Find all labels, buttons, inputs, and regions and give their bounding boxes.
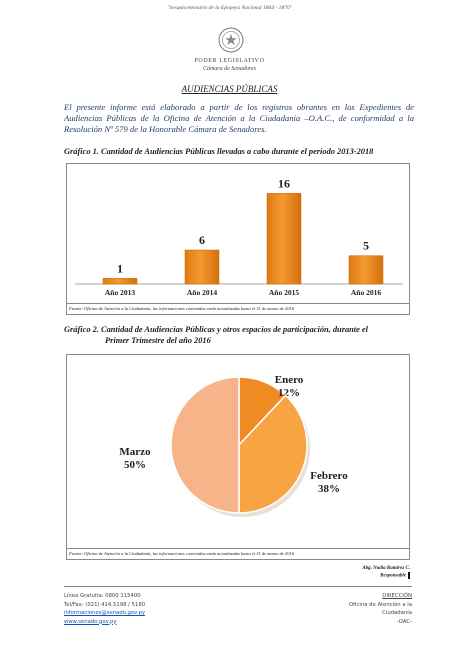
pie-chart-frame (66, 354, 410, 560)
signature-role: Responsable (380, 573, 406, 579)
footer-office-line2: Oficina de Atención a la (348, 601, 412, 608)
bar-category-label-4: Año 2016 (350, 288, 382, 297)
pie-label-enero: Enero (274, 374, 304, 386)
bar-chart (67, 164, 409, 304)
org-line-1: PODER LEGISLATIVO (194, 58, 265, 64)
pie-percent-enero: 12% (278, 387, 300, 399)
republic-seal-icon (218, 27, 244, 53)
chart1-title: Gráfico 1. Cantidad de Audiencias Públicas llevadas a cabo durante el periodo 2013-2018 (64, 147, 374, 156)
intro-paragraph: El presente informe está elaborado a partir de los registros obrantes en los Expedientes de Audiencias Públicas de la Oficina de Atención a la Ciudadanía –O.A.C., de conformidad a la Resolución Nº 579 de la Honorable Cámara de Senadores. (64, 102, 414, 134)
chart1-source: Fuente: Oficina de Atención a la Ciudadanía, las informaciones contenidas están actualizadas hasta el 31 de marzo de 2016 (66, 303, 410, 315)
footer-office-line1: DIRECCIÓN (382, 593, 412, 599)
chart2-title-line1: Gráfico 2. Cantidad de Audiencias Públicas y otros espacios de participación, durante el (64, 325, 368, 334)
org-line-2: Cámara de Senadores (202, 66, 257, 72)
header-motto: "Sesquicentenario de la Epopeya Nacional 1864 - 1870" (167, 5, 292, 11)
bar-value-label-3: 16 (278, 176, 290, 191)
chart2-source: Fuente: Oficina de Atención a la Ciudadanía, las informaciones contenidas están actualizadas hasta el 31 de marzo de 2016 (66, 548, 410, 560)
signature-block (300, 565, 410, 580)
pie-chart (67, 355, 409, 549)
pie-label-marzo: Marzo (119, 446, 151, 458)
footer-phone: Tel/Fax: (021) 414.5198 / 5180 (64, 601, 146, 608)
footer-office (330, 592, 412, 626)
bar-chart-frame (66, 163, 410, 315)
footer-toll-free: Línea Gratuita: 0800 115400 (64, 593, 141, 599)
bar-2 (185, 250, 219, 284)
bar-3 (267, 193, 301, 284)
footer-office-line3: Ciudadanía (382, 610, 412, 616)
pie-slice-marzo (171, 377, 239, 513)
pie-label-febrero: Febrero (310, 470, 348, 482)
document-title: AUDIENCIAS PÚBLICAS (181, 84, 278, 94)
bar-1 (103, 278, 137, 284)
chart2-title (64, 324, 424, 346)
signature-name: Abg. Nadia Ramírez C. (362, 566, 410, 571)
footer-contact (64, 592, 145, 626)
bar-category-label-1: Año 2013 (104, 288, 136, 297)
footer-web-link[interactable]: www.senado.gov.py (64, 618, 117, 625)
pie-percent-marzo: 50% (124, 459, 146, 471)
bar-4 (349, 256, 383, 284)
bar-value-label-2: 6 (199, 233, 205, 247)
signature-bar (408, 572, 410, 579)
bar-category-label-3: Año 2015 (268, 288, 300, 297)
pie-percent-febrero: 38% (318, 483, 340, 495)
footer-email-link[interactable]: informaciones@senado.gov.py (64, 610, 146, 616)
footer-office-line4: -OAC- (396, 618, 412, 625)
bar-value-label-4: 5 (363, 238, 369, 253)
footer-divider (64, 586, 412, 587)
bar-category-label-2: Año 2014 (186, 288, 218, 297)
bar-value-label-1: 1 (117, 261, 123, 276)
chart2-title-line2: Primer Trimestre del año 2016 (105, 336, 211, 345)
